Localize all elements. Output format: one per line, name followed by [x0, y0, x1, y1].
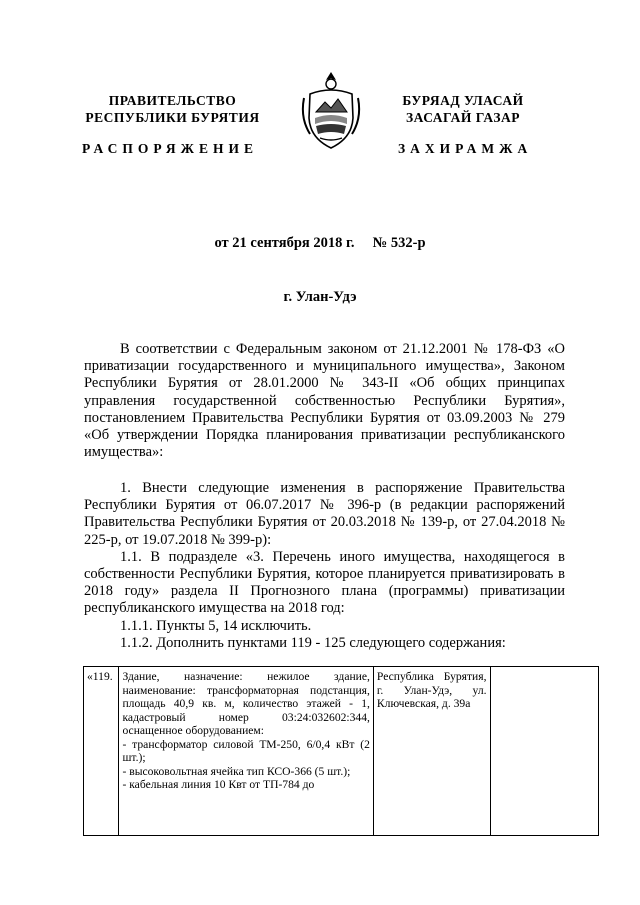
table-row — [84, 667, 599, 836]
row-number: «119. — [84, 667, 119, 836]
government-name-bua: БУРЯАД УЛАСАЙ ЗАСАГАЙ ГАЗАР — [402, 93, 524, 125]
item-1-1-1: 1.1.1. Пункты 5, 14 исключить. — [120, 617, 312, 634]
document-city: г. Улан-Удэ — [283, 289, 357, 305]
preamble: В соответствии с Федеральным законом от 21.12.2001 № 178-ФЗ «О приватизации государственного и муниципального имущества», Законом Республики Бурятия от 28.01.2000 № 343-II «Об общих принципах управления государственной собственностью Республики Бурятия», постановлением Правительства Республики Бурятия от 03.09.2003 № 279 «Об утверждении Порядка планирования приватизации республиканского имущества»: — [84, 341, 565, 461]
doc-type-ru: РАСПОРЯЖЕНИЕ — [82, 141, 259, 156]
property-table — [83, 666, 599, 836]
decree-items — [84, 480, 565, 652]
item-1-1-2: 1.1.2. Дополнить пунктами 119 - 125 следующего содержания: — [120, 634, 506, 651]
doc-type-bua: ЗАХИРАМЖА — [398, 141, 533, 156]
item-1: 1. Внести следующие изменения в распоряжение Правительства Республики Бурятия от 06.07.2017 № 396-р (в редакции распоряжений Правительства Республики Бурятия от 20.03.2018 № 139-р, от 27.04.2018 № 225-р, от 19.07.2018 № 399-р): — [84, 480, 565, 548]
property-address: Республика Бурятия, г. Улан-Удэ, ул. Ключевская, д. 39а — [373, 667, 490, 836]
property-description: Здание, назначение: нежилое здание, наименование: трансформаторная подстанция, площадь 40,9 кв. м, количество этажей - 1, кадастровый номер 03:24:032602:344, оснащенное оборудованием: - трансформатор силовой ТМ-250, 6/0,4 кВт (2 шт.); - высоковольтная ячейка тип КСО-366 (5 шт.); - кабельная линия 10 Квт от ТП-784 до — [119, 667, 373, 836]
item-1-1: 1.1. В подразделе «3. Перечень иного имущества, находящегося в собственности Республики Бурятия, которое планируется приватизировать в 2018 году» раздела II Прогнозного плана (программы) приватизации республиканского имущества на 2018 год: — [84, 548, 565, 617]
extra-cell — [490, 667, 599, 836]
document-date-number: от 21 сентября 2018 г. № 532-р — [214, 235, 426, 251]
government-name-ru: ПРАВИТЕЛЬСТВО РЕСПУБЛИКИ БУРЯТИЯ — [85, 93, 260, 125]
coat-of-arms-icon — [298, 68, 364, 152]
